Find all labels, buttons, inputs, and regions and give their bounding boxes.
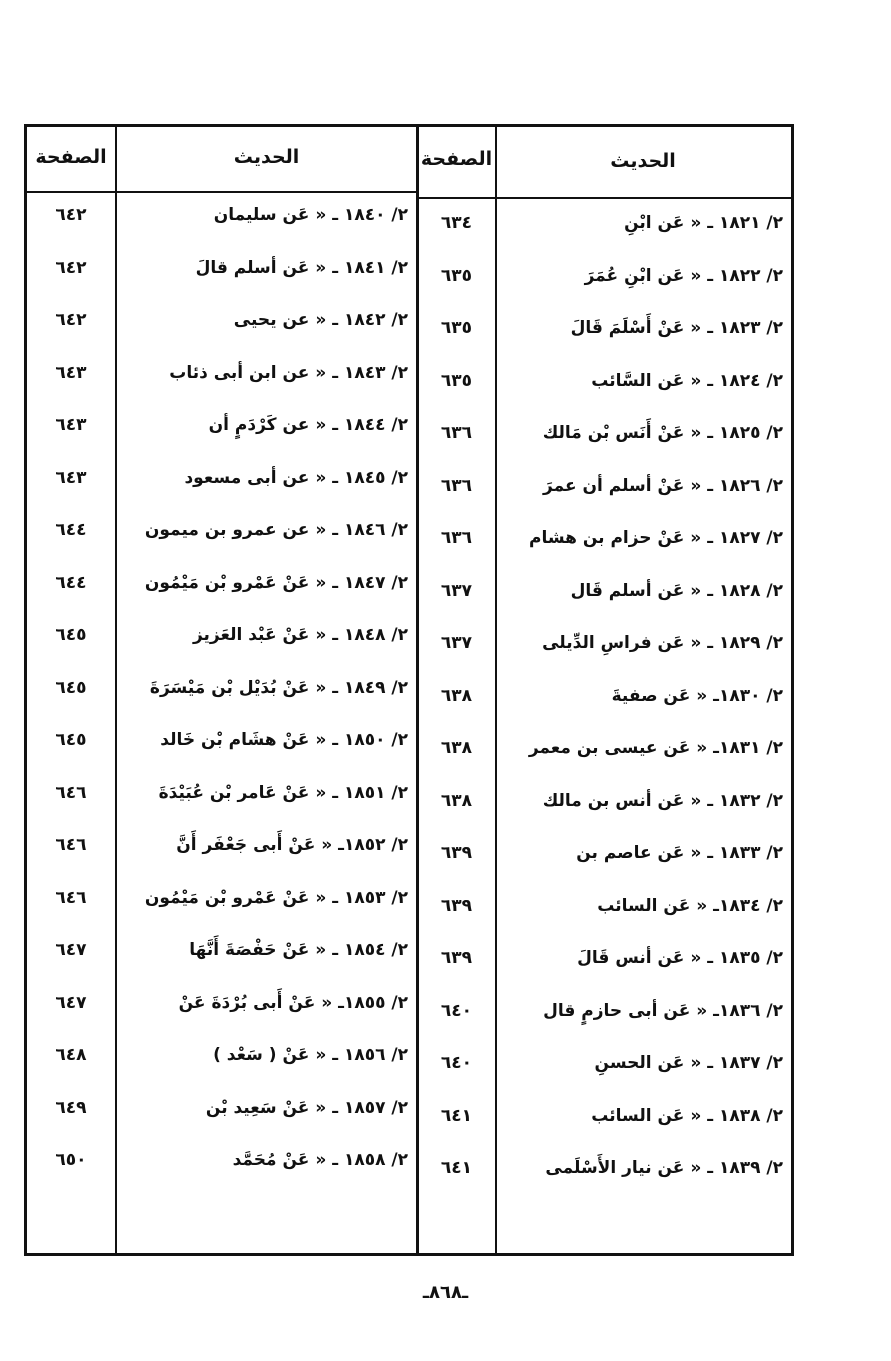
list-item: ٢/ ١٨٥٧ ـ « عَنْ سَعِيد بْن xyxy=(205,1097,408,1118)
index-table xyxy=(24,124,794,1256)
page-number-cell: ٦٤٤ xyxy=(55,572,87,593)
list-item: ٢/ ١٨٥٢ـ « عَنْ أَبى جَعْفَر أَنَّ xyxy=(176,835,408,856)
right-page-column xyxy=(418,197,495,1195)
list-item: ٢/ ١٨٣٣ ـ « عَن عاصم بن xyxy=(576,843,783,864)
page-number-cell: ٦٣٦ xyxy=(440,475,473,496)
page-number-cell: ٦٤٤ xyxy=(55,520,87,541)
page-number-cell: ٦٣٧ xyxy=(440,580,473,601)
page-footer-number: ـ٨٦٨ـ xyxy=(422,1282,469,1303)
list-item: ٢/ ١٨٤٧ ـ « عَنْ عَمْرو بْن مَيْمُون xyxy=(144,572,408,593)
list-item: ٢/ ١٨٤٦ ـ « عن عمرو بن ميمون xyxy=(144,520,408,541)
page-number-cell: ٦٣٥ xyxy=(440,370,473,391)
page-number-cell: ٦٤٥ xyxy=(55,677,87,698)
page-number-cell: ٦٣٩ xyxy=(440,843,473,864)
left-page-header: الصفحة xyxy=(35,146,107,168)
list-item: ٢/ ١٨٥٨ ـ « عَنْ مُحَمَّد xyxy=(232,1150,408,1171)
page-number-cell: ٦٤٢ xyxy=(55,205,87,226)
page-number-cell: ٦٤٢ xyxy=(55,257,87,278)
page-number-cell: ٦٤٠ xyxy=(440,1053,473,1074)
list-item: ٢/ ١٨٣١ـ « عَن عيسى بن معمر xyxy=(528,738,783,759)
list-item: ٢/ ١٨٣٩ ـ « عَن نيار الأَسْلَمى xyxy=(545,1158,783,1179)
list-item: ٢/ ١٨٣٠ـ « عَن صفيةَ xyxy=(611,685,783,706)
page-number-cell: ٦٤٢ xyxy=(55,310,87,331)
list-item: ٢/ ١٨٤٤ ـ « عن كَرْدَمٍ أن xyxy=(208,415,408,436)
list-item: ٢/ ١٨٣٢ ـ « عَن أنس بن مالك xyxy=(542,790,783,811)
page-number-cell: ٦٣٥ xyxy=(440,318,473,339)
right-page-header: الصفحة xyxy=(420,148,493,170)
left-hadith-header: الحديث xyxy=(233,146,300,168)
page-number-cell: ٦٤٩ xyxy=(55,1097,87,1118)
list-item: ٢/ ١٨٤٨ ـ « عَنْ عَبْد العَزيز xyxy=(192,625,408,646)
page-number-cell: ٦٤٥ xyxy=(55,730,87,751)
page-number-cell: ٦٣٨ xyxy=(440,790,473,811)
page-number-cell: ٦٤٧ xyxy=(55,940,87,961)
list-item: ٢/ ١٨٢٦ ـ « عَنْ أسلم أن عمرَ xyxy=(543,475,783,496)
list-item: ٢/ ١٨٥١ ـ « عَنْ عَامر بْن عُبَيْدَةَ xyxy=(158,782,408,803)
list-item: ٢/ ١٨٤١ ـ « عَن أسلم قالَ xyxy=(195,257,408,278)
page-number-cell: ٦٣٦ xyxy=(440,528,473,549)
page-number-cell: ٦٤٣ xyxy=(55,362,87,383)
page-number-cell: ٦٣٧ xyxy=(440,633,473,654)
list-item: ٢/ ١٨٥٥ـ « عَنْ أَبى بُرْدَةَ عَنْ xyxy=(178,992,408,1013)
right-hadith-column xyxy=(495,197,791,1195)
page-number-cell: ٦٣٤ xyxy=(440,213,473,234)
list-item: ٢/ ١٨٢٤ ـ « عَن السَّائب xyxy=(591,370,783,391)
list-item: ٢/ ١٨٥٤ ـ « عَنْ حَفْصَةَ أَنَّهَا xyxy=(189,940,408,961)
list-item: ٢/ ١٨٢١ ـ « عَن ابْنِ xyxy=(624,213,783,234)
left-hadith-column xyxy=(117,189,416,1187)
list-item: ٢/ ١٨٥٠ ـ « عَنْ هشَام بْن خَالد xyxy=(160,730,408,751)
list-item: ٢/ ١٨٤٩ ـ « عَنْ بُدَيْل بْن مَيْسَرَةَ xyxy=(149,677,408,698)
page-number-cell: ٦٤٣ xyxy=(55,415,87,436)
list-item: ٢/ ١٨٢٥ ـ « عَنْ أَنَس بْن مَالك xyxy=(542,423,783,444)
page-number-cell: ٦٤٨ xyxy=(55,1045,87,1066)
page-number-cell: ٦٤١ xyxy=(440,1105,473,1126)
list-item: ٢/ ١٨٣٨ ـ « عَن السائب xyxy=(591,1105,783,1126)
page-number-cell: ٦٥٠ xyxy=(55,1150,87,1171)
page-number-cell: ٦٣٥ xyxy=(440,265,473,286)
list-item: ٢/ ١٨٥٣ ـ « عَنْ عَمْرو بْن مَيْمُون xyxy=(144,887,408,908)
list-item: ٢/ ١٨٢٢ ـ « عَن ابْنِ عُمَرَ xyxy=(584,265,783,286)
page-number-cell: ٦٣٨ xyxy=(440,685,473,706)
list-item: ٢/ ١٨٢٨ ـ « عَن أسلم قَال xyxy=(570,580,783,601)
page-number-cell: ٦٤٥ xyxy=(55,625,87,646)
page-number-cell: ٦٤٧ xyxy=(55,992,87,1013)
page-number-cell: ٦٤٣ xyxy=(55,467,87,488)
list-item: ٢/ ١٨٤٢ ـ « عن يحيى xyxy=(233,310,408,331)
list-item: ٢/ ١٨٤٣ ـ « عن ابن أبى ذئاب xyxy=(169,362,408,383)
page-number-cell: ٦٤٦ xyxy=(55,835,87,856)
list-item: ٢/ ١٨٢٧ ـ « عَنْ حزام بن هشام xyxy=(529,528,783,549)
page-number-cell: ٦٤٠ xyxy=(440,1000,473,1021)
page-number-cell: ٦٣٨ xyxy=(440,738,473,759)
list-item: ٢/ ١٨٥٦ ـ « عَنْ ( سَعْد ) xyxy=(213,1045,408,1066)
page-number-cell: ٦٤١ xyxy=(440,1158,473,1179)
list-item: ٢/ ١٨٤٥ ـ « عن أبى مسعود xyxy=(184,467,408,488)
list-item: ٢/ ١٨٣٥ ـ « عَن أنس قَالَ xyxy=(577,948,783,969)
page-number-cell: ٦٣٩ xyxy=(440,948,473,969)
list-item: ٢/ ١٨٣٦ـ « عَن أبى حازمٍ قال xyxy=(543,1000,783,1021)
page-number-cell: ٦٤٦ xyxy=(55,887,87,908)
list-item: ٢/ ١٨٣٤ـ « عَن السائب xyxy=(597,895,783,916)
right-hadith-header: الحديث xyxy=(610,150,676,172)
list-item: ٢/ ١٨٢٩ ـ « عَن فراسِ الدِّيلى xyxy=(542,633,783,654)
list-item: ٢/ ١٨٣٧ ـ « عَن الحسنِ xyxy=(594,1053,783,1074)
list-item: ٢/ ١٨٢٣ ـ « عَنْ أَسْلَمَ قَالَ xyxy=(570,318,783,339)
page-number-cell: ٦٤٦ xyxy=(55,782,87,803)
left-page-column xyxy=(27,189,115,1187)
page-number-cell: ٦٣٩ xyxy=(440,895,473,916)
list-item: ٢/ ١٨٤٠ ـ « عَن سليمان xyxy=(213,205,408,226)
page-number-cell: ٦٣٦ xyxy=(440,423,473,444)
